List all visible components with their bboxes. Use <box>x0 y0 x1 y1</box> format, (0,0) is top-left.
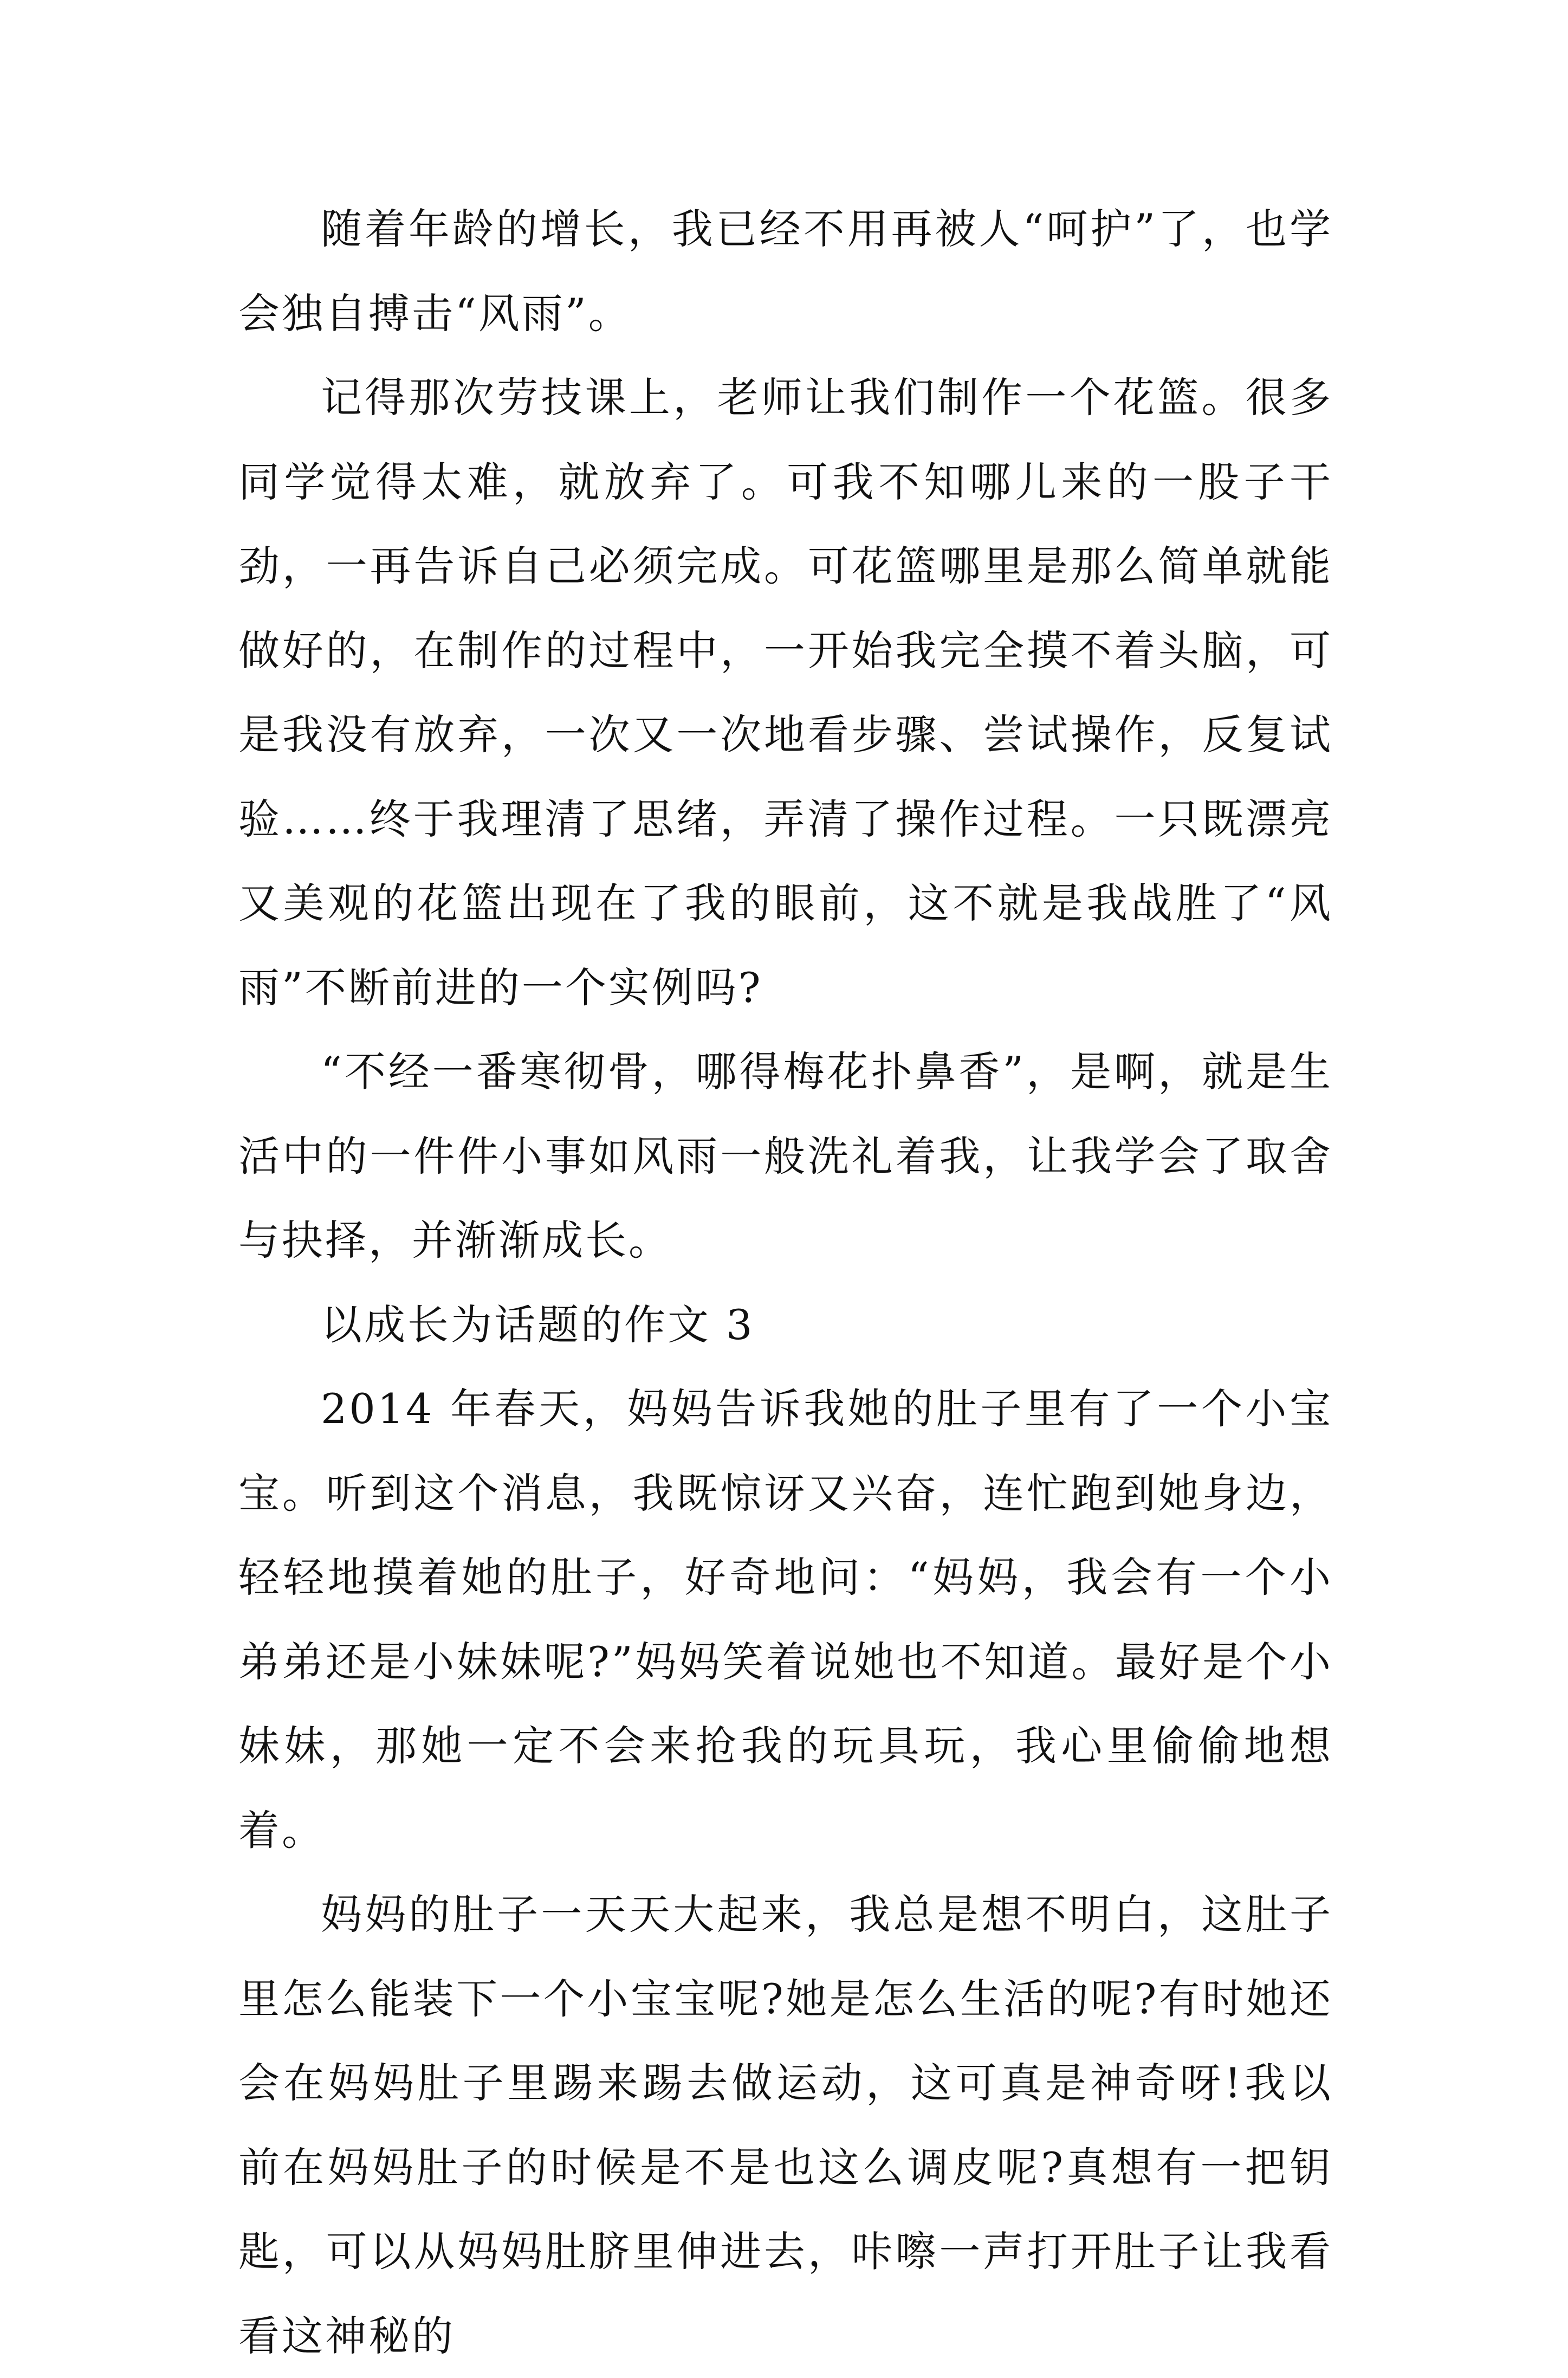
document-body <box>238 187 1333 2378</box>
paragraph-plum-blossom: “不经一番寒彻骨，哪得梅花扑鼻香”，是啊，就是生活中的一件件小事如风雨一般洗礼着我，让我学会了取舍与抉择，并渐渐成长。 <box>238 1048 1333 1264</box>
paragraph-spring-2014: 2014 年春天，妈妈告诉我她的肚子里有了一个小宝宝。听到这个消息，我既惊讶又兴奋，连忙跑到她身边，轻轻地摸着她的肚子，好奇地问：“妈妈，我会有一个小弟弟还是小妹妹呢?”妈妈笑着说她也不知道。最好是个小妹妹，那她一定不会来抢我的玩具玩，我心里偷偷地想着。 <box>238 1385 1333 1854</box>
essay-title: 以成长为话题的作文 3 <box>321 1300 755 1349</box>
paragraph-flower-basket: 记得那次劳技课上，老师让我们制作一个花篮。很多同学觉得太难，就放弃了。可我不知哪儿来的一股子干劲，一再告诉自己必须完成。可花篮哪里是那么简单就能做好的，在制作的过程中，一开始我完全摸不着头脑，可是我没有放弃，一次又一次地看步骤、尝试操作，反复试验……终于我理清了思绪，弄清了操作过程。一只既漂亮又美观的花篮出现在了我的眼前，这不就是我战胜了“风雨”不断前进的一个实例吗? <box>238 373 1333 1012</box>
paragraph-mothers-belly: 妈妈的肚子一天天大起来，我总是想不明白，这肚子里怎么能装下一个小宝宝呢?她是怎么生活的呢?有时她还会在妈妈肚子里踢来踢去做运动，这可真是神奇呀!我以前在妈妈肚子的时候是不是也这么调皮呢?真想有一把钥匙，可以从妈妈肚脐里伸进去，咔嚓一声打开肚子让我看看这神秘的 <box>238 1890 1333 2360</box>
paragraph-growing-up: 随着年龄的增长，我已经不用再被人“呵护”了，也学会独自搏击“风雨”。 <box>238 205 1333 338</box>
